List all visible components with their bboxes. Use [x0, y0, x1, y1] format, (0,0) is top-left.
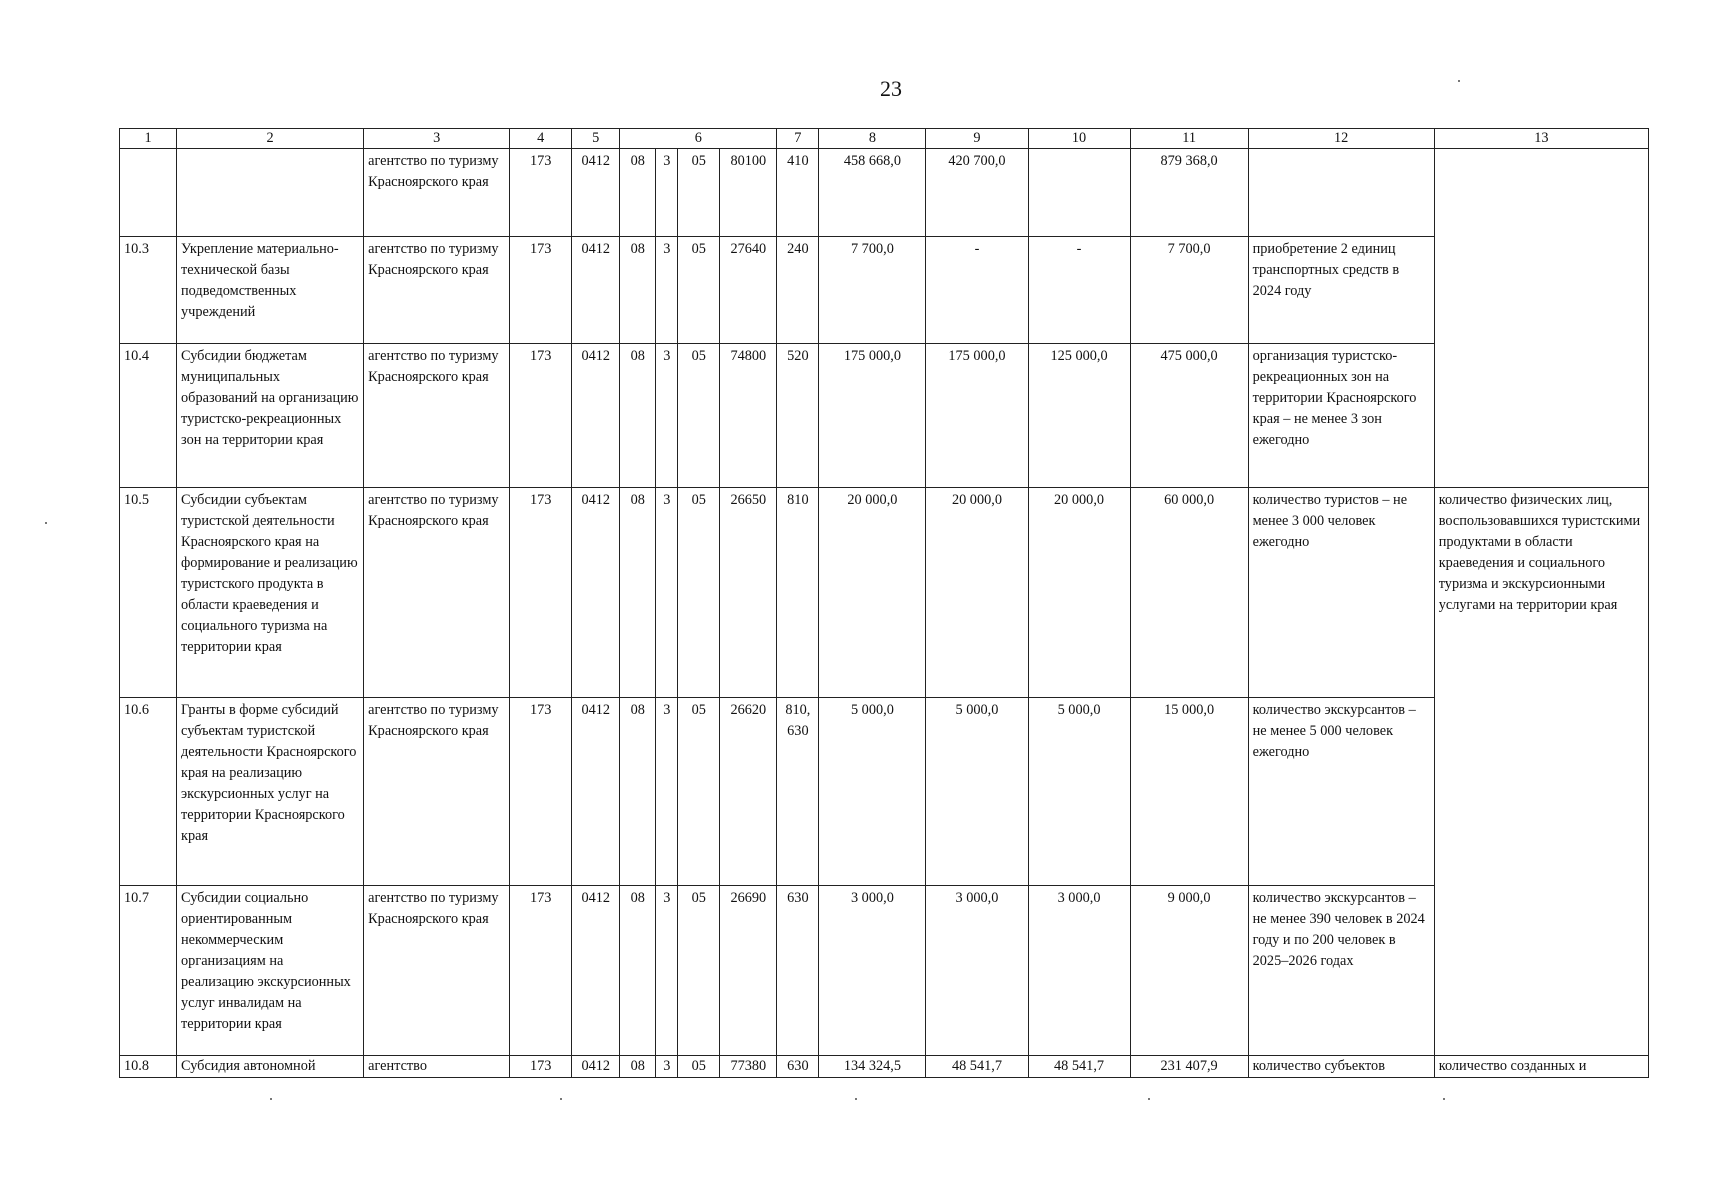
- agency: агентство по туризму Красноярского края: [364, 698, 510, 886]
- amount-2024: 134 324,5: [819, 1056, 926, 1078]
- row-number: 10.7: [120, 886, 177, 1056]
- indicator-tourism-users: количество физических лиц, воспользовавшихся туристскими продуктами в области краеведения и социального туризма и экскурсионными услугами на территории края: [1434, 488, 1648, 1056]
- amount-total: 231 407,9: [1130, 1056, 1248, 1078]
- measure-name: Субсидия автономной: [177, 1056, 364, 1078]
- grbs-code: 173: [510, 344, 572, 488]
- section-code: 0412: [572, 237, 620, 344]
- header-cell: 2: [177, 129, 364, 149]
- event-code: 05: [678, 149, 720, 237]
- row-number: 10.6: [120, 698, 177, 886]
- grbs-code: 173: [510, 1056, 572, 1078]
- program-code: 08: [620, 886, 656, 1056]
- amount-2024: 7 700,0: [819, 237, 926, 344]
- direction-code: 80100: [720, 149, 777, 237]
- row-number: 10.8: [120, 1056, 177, 1078]
- row-number: 10.3: [120, 237, 177, 344]
- amount-2026: 125 000,0: [1028, 344, 1130, 488]
- header-cell: 11: [1130, 129, 1248, 149]
- direction-code: 26620: [720, 698, 777, 886]
- header-cell: 6: [620, 129, 777, 149]
- header-cell: 5: [572, 129, 620, 149]
- event-code: 05: [678, 698, 720, 886]
- amount-2024: 175 000,0: [819, 344, 926, 488]
- header-cell: 4: [510, 129, 572, 149]
- grbs-code: 173: [510, 149, 572, 237]
- direction-code: 26650: [720, 488, 777, 698]
- agency: агентство по туризму Красноярского края: [364, 488, 510, 698]
- amount-total: 475 000,0: [1130, 344, 1248, 488]
- table-row: [120, 698, 1649, 886]
- row-number: [120, 149, 177, 237]
- header-row: [120, 129, 1649, 149]
- measure-name: [177, 149, 364, 237]
- subprogram-code: 3: [656, 698, 678, 886]
- amount-2024: 3 000,0: [819, 886, 926, 1056]
- expected-result: количество экскурсантов – не менее 390 человек в 2024 году и по 200 человек в 2025–2026 годах: [1248, 886, 1434, 1056]
- measure-name: Гранты в форме субсидий субъектам туристской деятельности Красноярского края на реализацию экскурсионных услуг на территории Красноярского края: [177, 698, 364, 886]
- event-code: 05: [678, 344, 720, 488]
- grbs-code: 173: [510, 237, 572, 344]
- amount-total: 7 700,0: [1130, 237, 1248, 344]
- table-row: [120, 344, 1649, 488]
- expense-type: 630: [777, 1056, 819, 1078]
- subprogram-code: 3: [656, 237, 678, 344]
- direction-code: 77380: [720, 1056, 777, 1078]
- scan-mark: [1458, 80, 1460, 82]
- event-code: 05: [678, 886, 720, 1056]
- page-number: 23: [880, 76, 902, 101]
- direction-code: 74800: [720, 344, 777, 488]
- measure-name: Укрепление материально-технической базы подведомственных учреждений: [177, 237, 364, 344]
- amount-2026: [1028, 149, 1130, 237]
- scan-mark: [1443, 1098, 1445, 1100]
- table-row: [120, 1056, 1649, 1078]
- amount-2025: -: [926, 237, 1028, 344]
- header-cell: 9: [926, 129, 1028, 149]
- amount-2026: 20 000,0: [1028, 488, 1130, 698]
- table-row: [120, 886, 1649, 1056]
- expense-type: 410: [777, 149, 819, 237]
- grbs-code: 173: [510, 488, 572, 698]
- expense-type: 520: [777, 344, 819, 488]
- scan-mark: [855, 1098, 857, 1100]
- amount-2026: 3 000,0: [1028, 886, 1130, 1056]
- subprogram-code: 3: [656, 344, 678, 488]
- subprogram-code: 3: [656, 1056, 678, 1078]
- subprogram-code: 3: [656, 886, 678, 1056]
- header-cell: 10: [1028, 129, 1130, 149]
- row-number: 10.4: [120, 344, 177, 488]
- amount-total: 879 368,0: [1130, 149, 1248, 237]
- grbs-code: 173: [510, 698, 572, 886]
- program-code: 08: [620, 1056, 656, 1078]
- program-code: 08: [620, 698, 656, 886]
- scan-mark: [270, 1098, 272, 1100]
- agency: агентство по туризму Красноярского края: [364, 149, 510, 237]
- program-code: 08: [620, 344, 656, 488]
- amount-2025: 20 000,0: [926, 488, 1028, 698]
- header-cell: 12: [1248, 129, 1434, 149]
- amount-2024: 20 000,0: [819, 488, 926, 698]
- amount-total: 60 000,0: [1130, 488, 1248, 698]
- section-code: 0412: [572, 344, 620, 488]
- budget-table: [119, 128, 1649, 1078]
- section-code: 0412: [572, 149, 620, 237]
- amount-2026: 48 541,7: [1028, 1056, 1130, 1078]
- expected-result: организация туристско-рекреационных зон на территории Красноярского края – не менее 3 зон ежегодно: [1248, 344, 1434, 488]
- amount-2024: 458 668,0: [819, 149, 926, 237]
- direction-code: 26690: [720, 886, 777, 1056]
- amount-2024: 5 000,0: [819, 698, 926, 886]
- expected-result: количество субъектов: [1248, 1056, 1434, 1078]
- expected-result: количество экскурсантов – не менее 5 000 человек ежегодно: [1248, 698, 1434, 886]
- scan-mark: [560, 1098, 562, 1100]
- agency: агентство по туризму Красноярского края: [364, 237, 510, 344]
- measure-name: Субсидии бюджетам муниципальных образований на организацию туристско-рекреационных зон на территории края: [177, 344, 364, 488]
- indicator-empty: [1434, 149, 1648, 488]
- event-code: 05: [678, 1056, 720, 1078]
- header-cell: 13: [1434, 129, 1648, 149]
- expected-result: количество туристов – не менее 3 000 человек ежегодно: [1248, 488, 1434, 698]
- expense-type: 630: [777, 886, 819, 1056]
- program-code: 08: [620, 237, 656, 344]
- direction-code: 27640: [720, 237, 777, 344]
- measure-name: Субсидии субъектам туристской деятельности Красноярского края на формирование и реализацию туристского продукта в области краеведения и социального туризма на территории края: [177, 488, 364, 698]
- header-cell: 3: [364, 129, 510, 149]
- grbs-code: 173: [510, 886, 572, 1056]
- table-row: [120, 237, 1649, 344]
- scan-mark: [45, 522, 47, 524]
- header-cell: 8: [819, 129, 926, 149]
- amount-2025: 175 000,0: [926, 344, 1028, 488]
- amount-2025: 5 000,0: [926, 698, 1028, 886]
- amount-2026: -: [1028, 237, 1130, 344]
- row-number: 10.5: [120, 488, 177, 698]
- expense-type: 810: [777, 488, 819, 698]
- header-cell: 1: [120, 129, 177, 149]
- agency: агентство: [364, 1056, 510, 1078]
- amount-2026: 5 000,0: [1028, 698, 1130, 886]
- program-code: 08: [620, 488, 656, 698]
- expected-result: [1248, 149, 1434, 237]
- indicator: количество созданных и: [1434, 1056, 1648, 1078]
- amount-2025: 48 541,7: [926, 1056, 1028, 1078]
- section-code: 0412: [572, 698, 620, 886]
- expense-type: 240: [777, 237, 819, 344]
- scan-mark: [1148, 1098, 1150, 1100]
- amount-2025: 3 000,0: [926, 886, 1028, 1056]
- event-code: 05: [678, 237, 720, 344]
- agency: агентство по туризму Красноярского края: [364, 344, 510, 488]
- table-row: [120, 488, 1649, 698]
- event-code: 05: [678, 488, 720, 698]
- amount-2025: 420 700,0: [926, 149, 1028, 237]
- section-code: 0412: [572, 886, 620, 1056]
- program-code: 08: [620, 149, 656, 237]
- subprogram-code: 3: [656, 488, 678, 698]
- amount-total: 15 000,0: [1130, 698, 1248, 886]
- header-cell: 7: [777, 129, 819, 149]
- subprogram-code: 3: [656, 149, 678, 237]
- section-code: 0412: [572, 1056, 620, 1078]
- measure-name: Субсидии социально ориентированным некоммерческим организациям на реализацию экскурсионных услуг инвалидам на территории края: [177, 886, 364, 1056]
- agency: агентство по туризму Красноярского края: [364, 886, 510, 1056]
- expense-type: 810, 630: [777, 698, 819, 886]
- table-row: [120, 149, 1649, 237]
- expected-result: приобретение 2 единиц транспортных средств в 2024 году: [1248, 237, 1434, 344]
- amount-total: 9 000,0: [1130, 886, 1248, 1056]
- section-code: 0412: [572, 488, 620, 698]
